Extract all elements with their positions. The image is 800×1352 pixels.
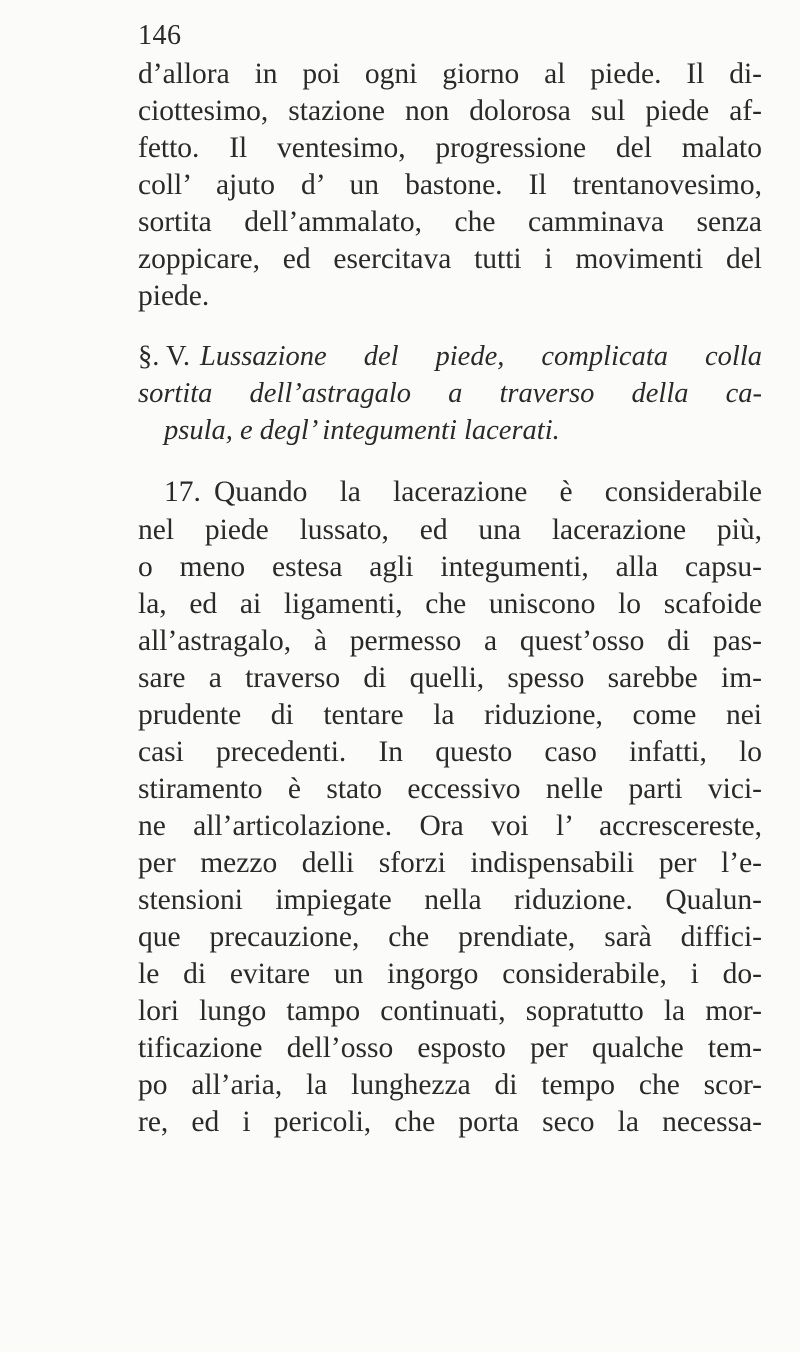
section-title-line: psula, e degl’ integumenti lacerati. [164, 415, 560, 446]
text-line: stensioni impiegate nella riduzione. Qualun- [138, 884, 762, 916]
text-line: tificazione dell’osso esposto per qualche tem- [138, 1032, 762, 1064]
text-line: o meno estesa agli integumenti, alla capsu- [138, 551, 762, 583]
text-line: sare a traverso di quelli, spesso sarebbe im- [138, 662, 762, 694]
text-line: per mezzo delli sforzi indispensabili per l’e- [138, 847, 762, 879]
text-line: fetto. Il ventesimo, progressione del malato [138, 132, 762, 164]
text-line: la, ed ai ligamenti, che uniscono lo scafoide [138, 588, 762, 620]
text-line: ne all’articolazione. Ora voi l’ accrescereste, [138, 810, 762, 842]
text-line: que precauzione, che prendiate, sarà diffici- [138, 921, 762, 953]
text-line: casi precedenti. In questo caso infatti, lo [138, 736, 762, 768]
section-number: §. V. [138, 341, 191, 372]
text-line: stiramento è stato eccessivo nelle parti vici- [138, 773, 762, 805]
text-line: all’astragalo, à permesso a quest’osso di pas- [138, 625, 762, 657]
text-line: ciottesimo, stazione non dolorosa sul piede af- [138, 95, 762, 127]
text-line: le di evitare un ingorgo considerabile, i do- [138, 958, 762, 990]
section-title-line: sortita dell’astragalo a traverso della ca- [138, 378, 762, 409]
text-line: sortita dell’ammalato, che camminava senza [138, 206, 762, 238]
paragraph-number: 17. [164, 476, 201, 508]
page-number: 146 [138, 20, 182, 51]
text-line: zoppicare, ed esercitava tutti i movimenti del [138, 243, 762, 275]
text-line: re, ed i pericoli, che porta seco la necessa- [138, 1106, 762, 1138]
text-line: piede. [138, 280, 210, 312]
text-line: prudente di tentare la riduzione, come nei [138, 699, 762, 731]
section-title-line: Lussazione del piede, complicata colla [200, 341, 762, 372]
text-line: coll’ ajuto d’ un bastone. Il trentanovesimo, [138, 169, 762, 201]
text-line: Quando la lacerazione è considerabile [214, 476, 762, 508]
text-line: d’allora in poi ogni giorno al piede. Il di- [138, 58, 762, 90]
text-line: nel piede lussato, ed una lacerazione più, [138, 514, 762, 546]
text-line: lori lungo tampo continuati, sopratutto la mor- [138, 995, 762, 1027]
text-line: po all’aria, la lunghezza di tempo che scor- [138, 1069, 762, 1101]
